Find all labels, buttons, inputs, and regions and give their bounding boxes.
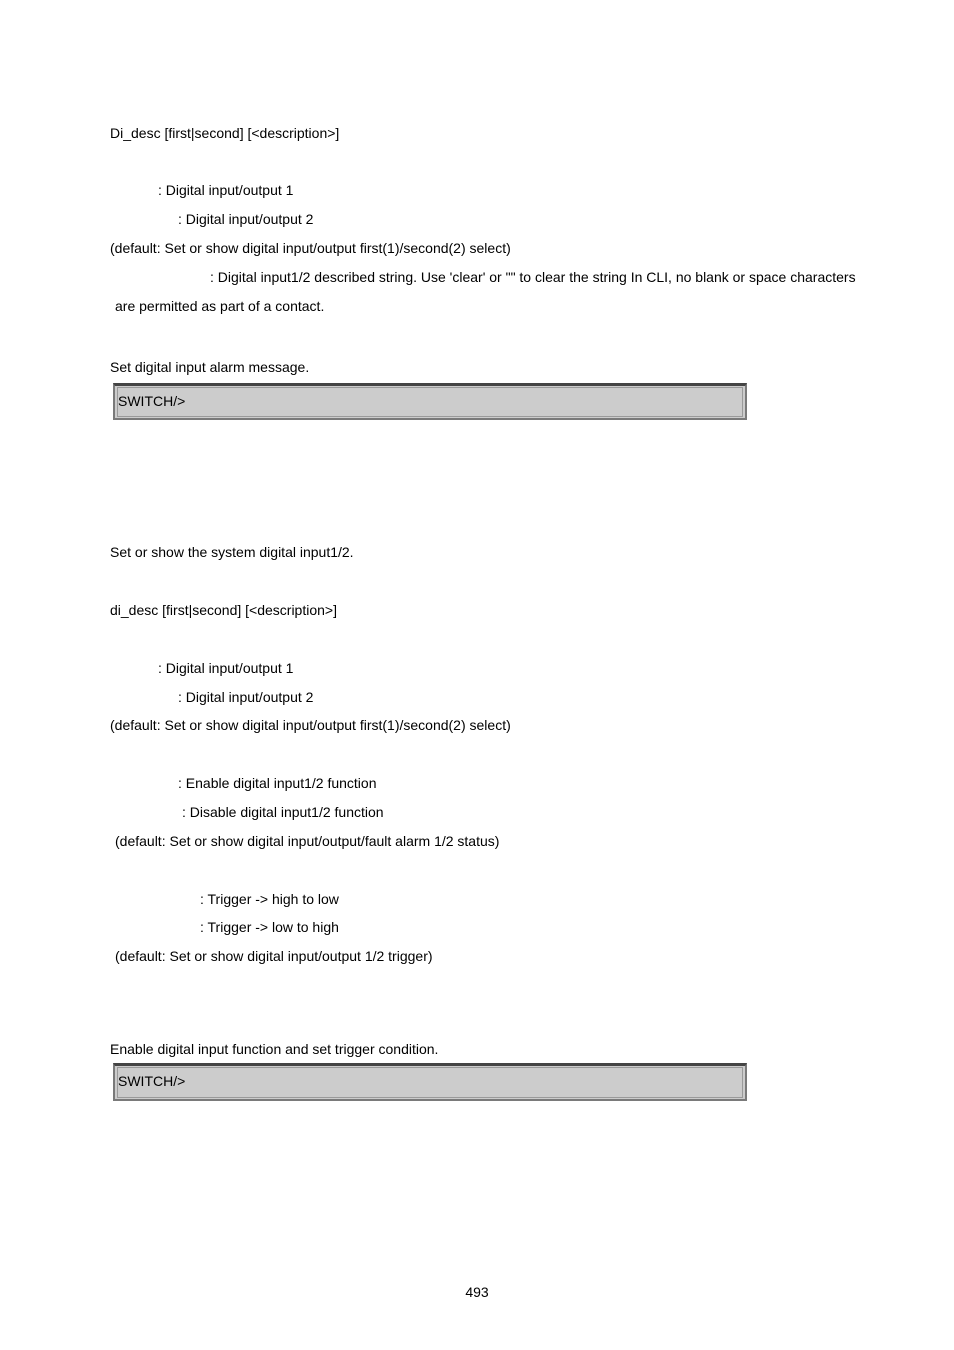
param-enable: : Enable digital input1/2 function [178, 775, 377, 791]
trigger-high-to-low: : Trigger -> high to low [200, 891, 339, 907]
param-disable: : Disable digital input1/2 function [182, 804, 384, 820]
cli-example-box [113, 383, 747, 420]
param-description: : Digital input1/2 described string. Use 'clear' or "" to clear the string In CLI, no blank or space characters [210, 269, 856, 285]
param-description-continued: are permitted as part of a contact. [115, 298, 325, 314]
trigger-default: (default: Set or show digital input/output 1/2 trigger) [115, 948, 433, 964]
param-first: : Digital input/output 1 [158, 660, 294, 676]
param-default: (default: Set or show digital input/output first(1)/second(2) select) [110, 240, 511, 256]
cli-prompt: SWITCH/> [118, 393, 186, 409]
syntax-line: Di_desc [first|second] [<description>] [110, 125, 340, 141]
param-second: : Digital input/output 2 [178, 211, 314, 227]
status-default: (default: Set or show digital input/output/fault alarm 1/2 status) [115, 833, 500, 849]
syntax-line: di_desc [first|second] [<description>] [110, 602, 337, 618]
trigger-low-to-high: : Trigger -> low to high [200, 919, 339, 935]
cli-example-box-inner [117, 1067, 743, 1098]
param-first: : Digital input/output 1 [158, 182, 294, 198]
page-number: 493 [465, 1284, 489, 1300]
param-default: (default: Set or show digital input/output first(1)/second(2) select) [110, 717, 511, 733]
param-second: : Digital input/output 2 [178, 689, 314, 705]
example-description: Set digital input alarm message. [110, 359, 310, 375]
cli-prompt: SWITCH/> [118, 1073, 186, 1089]
cli-example-box [113, 1063, 747, 1101]
cli-example-box-inner [117, 387, 743, 417]
example-description: Enable digital input function and set trigger condition. [110, 1041, 439, 1057]
command-description: Set or show the system digital input1/2. [110, 544, 354, 560]
